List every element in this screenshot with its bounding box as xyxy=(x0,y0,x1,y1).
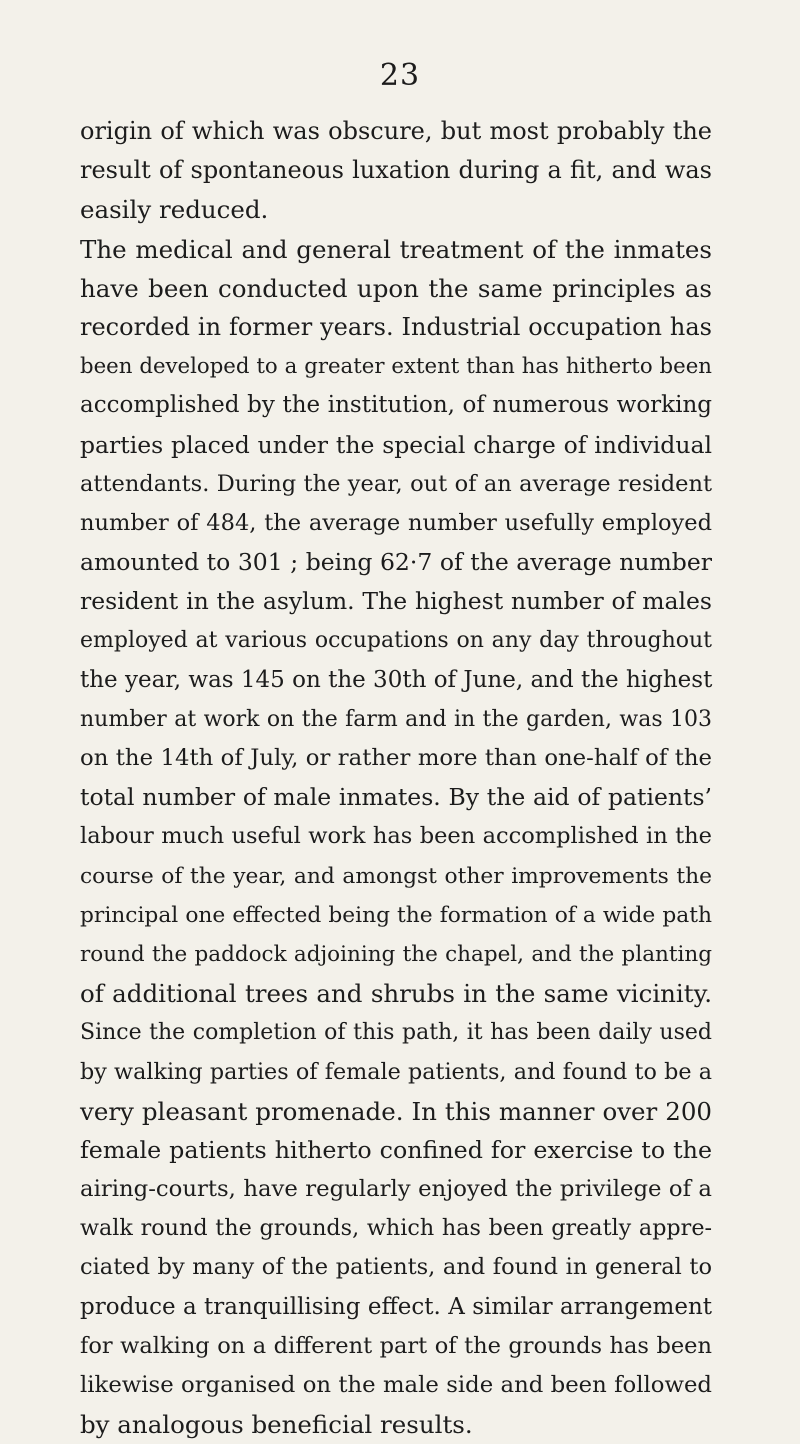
text-line: likewise organised on the male side and been followed xyxy=(80,1372,712,1398)
text-line: number at work on the farm and in the garden, was 103 xyxy=(80,706,712,732)
text-line: round the paddock adjoining the chapel, and the planting xyxy=(80,941,712,967)
text-line: for walking on a different part of the grounds has been xyxy=(80,1332,712,1359)
text-line: number of 484, the average number usefully employed xyxy=(80,509,712,536)
text-line: female patients hitherto confined for exercise to the xyxy=(80,1135,712,1164)
text-line: by analogous beneficial results. xyxy=(80,1410,473,1440)
text-line: Since the completion of this path, it has been daily used xyxy=(80,1020,712,1046)
text-line: total number of male inmates. By the aid of patients’ xyxy=(80,783,712,812)
text-line: attendants. During the year, out of an average resident xyxy=(80,470,712,497)
text-line: easily reduced. xyxy=(80,195,269,225)
text-line: been developed to a greater extent than has hitherto been xyxy=(80,354,712,380)
text-line: on the 14th of July, or rather more than one-half of the xyxy=(80,745,712,771)
text-line: of additional trees and shrubs in the same vicinity. xyxy=(80,979,712,1009)
text-line: have been conducted upon the same principles as xyxy=(80,273,712,303)
text-line: ciated by many of the patients, and found in general to xyxy=(80,1254,712,1281)
text-line: resident in the asylum. The highest number of males xyxy=(80,587,712,616)
text-line: origin of which was obscure, but most probably the xyxy=(80,117,712,145)
text-line: accomplished by the institution, of numerous working xyxy=(80,392,712,419)
body-text xyxy=(80,112,712,1444)
text-line: parties placed under the special charge of individual xyxy=(80,430,712,459)
text-line: the year, was 145 on the 30th of June, and the highest xyxy=(80,666,713,693)
text-line: amounted to 301 ; being 62·7 of the average number xyxy=(80,548,712,577)
text-line: result of spontaneous luxation during a fit, and was xyxy=(80,156,712,185)
text-line: employed at various occupations on any day throughout xyxy=(80,628,712,654)
text-line: airing-courts, have regularly enjoyed the privilege of a xyxy=(80,1176,712,1203)
text-line: walk round the grounds, which has been greatly appre- xyxy=(80,1215,712,1242)
page-number: 23 xyxy=(379,58,421,93)
text-line: by walking parties of female patients, and found to be a xyxy=(80,1058,712,1085)
text-line: very pleasant promenade. In this manner over 200 xyxy=(80,1096,712,1126)
text-line: recorded in former years. Industrial occupation has xyxy=(80,312,712,341)
text-line: labour much useful work has been accomplished in the xyxy=(80,823,712,850)
text-line: course of the year, and amongst other improvements the xyxy=(80,863,712,889)
text-line: The medical and general treatment of the inmates xyxy=(80,234,712,264)
text-line: produce a tranquillising effect. A similar arrangement xyxy=(80,1293,712,1320)
text-line: principal one effected being the formation of a wide path xyxy=(80,902,712,928)
